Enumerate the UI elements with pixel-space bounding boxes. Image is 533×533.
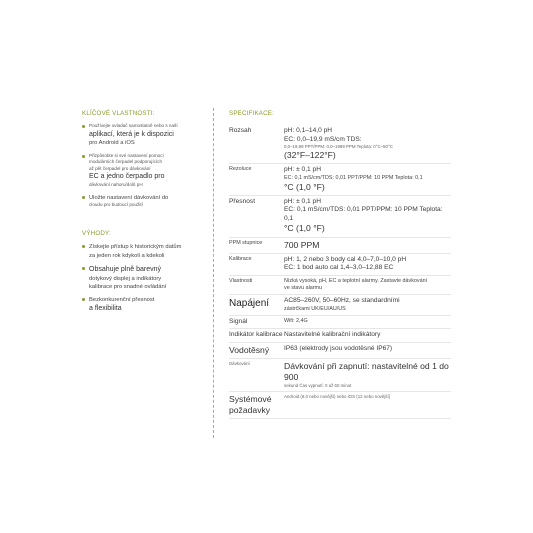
spec-value: [283, 329, 451, 342]
feature-text: Uložte nastavení dávkování do: [89, 194, 169, 201]
spec-value: [283, 254, 451, 275]
spec-value-line: °C (1,0 °F): [284, 223, 325, 234]
spec-label: Napájení: [229, 297, 270, 309]
features-heading: KLÍČOVÉ VLASTNOSTI:: [82, 110, 155, 117]
spec-value-line: Android (8.0 nebo novější) nebo iOS (12 nebo novější): [284, 393, 391, 399]
spec-value-line: pH: ± 0,1 pH: [284, 166, 321, 174]
spec-value-line: zástrčkami UK/EU/AU/US: [284, 305, 346, 312]
spec-value-line: EC: 0,0–19,9 mS/cm TDS:: [284, 135, 362, 143]
specifications-table: [229, 125, 451, 419]
advantage-text: Získejte přístup k historickým datům: [89, 244, 182, 251]
bullet-icon: [82, 155, 85, 158]
spec-row: [229, 316, 451, 330]
spec-value-line: Nízká vysoká, pH, EC a teplotní alarmy. Zastavte dávkování: [284, 277, 428, 284]
spec-value-line: ve stavu alarmu: [284, 284, 323, 291]
spec-value: [283, 316, 451, 329]
bullet-icon: [82, 125, 85, 128]
feature-text: Přizpůsobte si své nastavení pomocí: [89, 152, 164, 158]
feature-item: [82, 153, 202, 189]
spec-row: [229, 238, 451, 254]
spec-label: Rezoluce: [229, 166, 252, 173]
spec-label: Dávkování: [229, 360, 250, 366]
specifications-column: [229, 110, 451, 419]
column-divider: [213, 108, 214, 438]
advantages-heading: VÝHODY:: [82, 230, 111, 238]
spec-value-line: EC: 0,1 mS/cm/TDS: 0,01 PPT/PPM: 10 PPM Teplota: 0,1: [284, 206, 443, 222]
spec-row: [229, 392, 451, 419]
features-list: [82, 123, 202, 208]
spec-row: [229, 343, 451, 359]
spec-value: [283, 359, 451, 391]
bullet-icon: [82, 196, 85, 199]
spec-value: [283, 164, 451, 195]
spec-value: [283, 238, 451, 253]
advantage-item: [82, 265, 202, 291]
spec-value: [283, 196, 451, 237]
feature-text: modulárních čerpadel podporujících: [89, 159, 163, 165]
spec-value-line: pH: 0,1–14,0 pH: [284, 127, 333, 134]
bullet-icon: [82, 245, 85, 248]
spec-value-line: 0,0–19,99 PPT/PPM: 0,0–1999 PPM Teplota: 0°C–50°C: [284, 144, 393, 150]
spec-value-line: Nastavitelné kalibrační indikátory: [284, 331, 381, 339]
spec-row: [229, 125, 451, 164]
bullet-icon: [82, 298, 85, 301]
spec-label: Signál: [229, 317, 248, 325]
spec-label: Kalibrace: [229, 255, 252, 262]
spec-value-line: IP63 (elektrody jsou vodotěsné IP67): [284, 344, 393, 352]
spec-value: [283, 343, 451, 358]
spec-value-line: Wifi: 2,4G: [284, 317, 308, 324]
advantage-text: za jeden rok kdykoli a kdekoli: [89, 252, 165, 259]
spec-value: [283, 392, 451, 418]
spec-value-line: EC: 0,1 mS/cm/TDS: 0,01 PPT/PPM: 10 PPM Teplota: 0,1: [284, 174, 423, 181]
feature-text: EC a jedno čerpadlo pro: [89, 173, 165, 181]
advantage-text: a flexibilita: [89, 305, 122, 313]
feature-text: Používejte ovladač samostatně nebo s naší: [89, 123, 178, 128]
spec-label: Vodotěsný: [229, 344, 270, 355]
spec-value-line: 700 PPM: [284, 239, 320, 250]
spec-row: [229, 276, 451, 295]
spec-value-line: Dávkování při zapnutí: nastavitelné od 1 do 900: [284, 360, 449, 382]
spec-value-line: AC85–260V, 50–60Hz, se standardními: [284, 296, 400, 304]
spec-value: [283, 276, 451, 294]
spec-row: [229, 329, 451, 343]
spec-row: [229, 254, 451, 276]
spec-value: [283, 295, 451, 315]
spec-label: Systémové požadavky: [229, 393, 272, 416]
spec-label: Indikátor kalibrace: [229, 331, 283, 339]
spec-value-line: sekund Čas vypnutí: 0 až 60 minut: [284, 383, 352, 389]
spec-row: [229, 196, 451, 238]
advantage-text: Bezkonkurenční přesnost: [89, 297, 155, 304]
specifications-heading: SPECIFIKACE:: [229, 110, 275, 117]
spec-value-line: (32°F–122°F): [284, 149, 336, 160]
spec-label: Vlastnosti: [229, 277, 253, 284]
advantage-text: dotykový displej a indikátory: [89, 275, 162, 282]
advantage-text: kalibrace pro snadné ovládání: [89, 284, 167, 290]
feature-item: [82, 194, 202, 209]
spec-label: Přesnost: [229, 197, 256, 205]
advantage-item: [82, 296, 202, 314]
advantage-text: Obsahuje plně barevný: [89, 265, 161, 273]
feature-item: [82, 123, 202, 148]
features-column: [82, 110, 202, 319]
feature-text: až pět čerpadel pro dávkování: [89, 165, 151, 171]
feature-text: pro Android a iOS: [89, 140, 135, 147]
spec-value-line: pH: ± 0,1 pH: [284, 197, 321, 205]
spec-row: [229, 359, 451, 392]
spec-value-line: pH: 1, 2 nebo 3 body cal 4,0–7,0–10,0 pH: [284, 255, 407, 263]
spec-value-line: °C (1,0 °F): [284, 181, 325, 192]
feature-text: cloudu pro budoucí použití: [89, 201, 143, 207]
bullet-icon: [82, 267, 85, 270]
spec-label: PPM stupnice: [229, 239, 263, 246]
spec-label: Rozsah: [229, 127, 252, 134]
spec-row: [229, 164, 451, 196]
spec-row: [229, 295, 451, 316]
advantages-list: [82, 243, 202, 314]
advantage-item: [82, 243, 202, 259]
spec-value-line: EC: 1 bod auto cal 1,4–3,0–12,88 EC: [284, 264, 394, 272]
spec-value: [283, 125, 451, 163]
feature-text: aplikací, která je k dispozici: [89, 130, 174, 138]
feature-text: dávkování nahoru/dolů pH: [89, 182, 143, 188]
